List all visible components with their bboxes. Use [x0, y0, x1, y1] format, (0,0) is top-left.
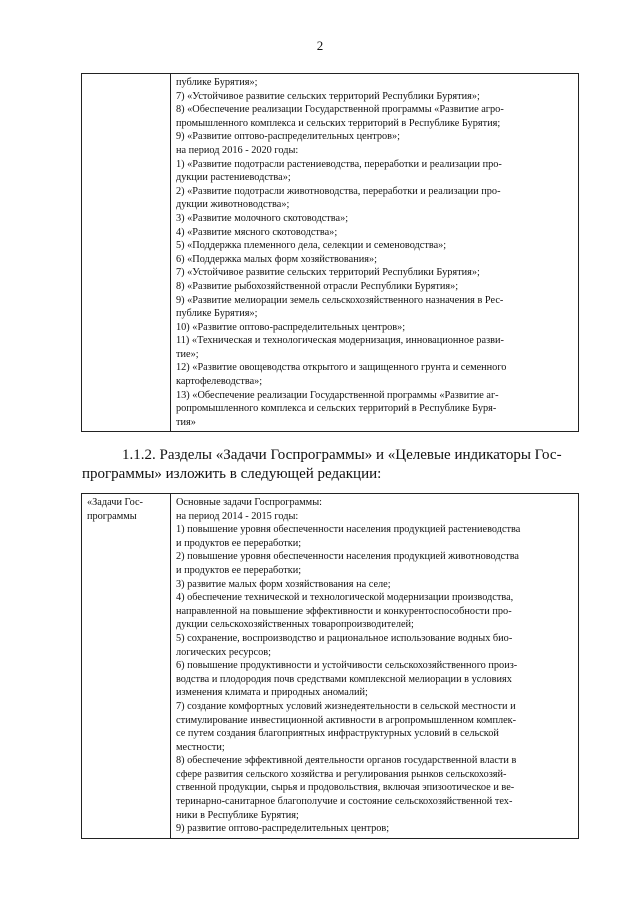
text-line: местности; [176, 741, 225, 753]
tasks-list [176, 496, 573, 836]
text-line: 3) «Развитие молочного скотоводства»; [176, 212, 349, 224]
table-label-cell [82, 494, 171, 839]
text-line: 6) «Поддержка малых форм хозяйствования»; [176, 253, 377, 265]
subprogram-list [176, 76, 573, 429]
text-line: на период 2014 - 2015 годы: [176, 510, 299, 522]
text-line: на период 2016 - 2020 годы: [176, 144, 299, 156]
text-line: стимулирование инвестиционной активности в агропромышленном комплек- [176, 714, 517, 726]
table-row [82, 494, 579, 839]
text-line: дукции растениеводства»; [176, 172, 291, 184]
text-line: ственной продукции, сырья и продовольствия, включая эпизоотическое и ве- [176, 782, 515, 794]
text-line: 10) «Развитие оптово-распределительных центров»; [176, 321, 406, 333]
text-line: 1) «Развитие подотрасли растениеводства, переработки и реализации про- [176, 158, 502, 170]
text-line: водства и плодородия почв средствами комплексной мелиорации в условиях [176, 673, 512, 685]
heading-line: программы» изложить в следующей редакции: [82, 466, 382, 482]
text-line: дукции животноводства»; [176, 199, 290, 211]
text-line: 2) «Развитие подотрасли животноводства, переработки и реализации про- [176, 185, 501, 197]
text-line: 9) «Развитие мелиорации земель сельскохозяйственного назначения в Рес- [176, 294, 504, 306]
label-line: программы [87, 510, 137, 522]
table-content-cell [171, 494, 579, 839]
text-line: и продуктов ее переработки; [176, 537, 302, 549]
text-line: Основные задачи Госпрограммы: [176, 497, 322, 508]
text-line: 8) «Развитие рыбохозяйственной отрасли Республики Бурятия»; [176, 280, 459, 292]
text-line: 2) повышение уровня обеспеченности населения продукцией животноводства [176, 551, 519, 563]
text-line: 9) «Развитие оптово-распределительных центров»; [176, 131, 401, 143]
text-line: изменения климата и природных аномалий; [176, 687, 368, 699]
text-line: публике Бурятия»; [176, 308, 258, 320]
table-label-cell [82, 74, 171, 432]
text-line: ропромышленного комплекса и сельских территорий в Республике Буря- [176, 403, 497, 415]
text-line: сфере развития сельского хозяйства и регулирования рынков сельскохозяй- [176, 768, 507, 780]
text-line: 4) «Развитие мясного скотоводства»; [176, 226, 338, 238]
text-line: 11) «Техническая и технологическая модернизация, инновационное разви- [176, 335, 504, 347]
text-line: тие»; [176, 348, 199, 360]
text-line: 7) «Устойчивое развитие сельских территорий Республики Бурятия»; [176, 267, 480, 279]
text-line: теринарно-санитарное благополучие и состояние сельскохозяйственной тех- [176, 796, 513, 808]
text-line: 3) развитие малых форм хозяйствования на селе; [176, 578, 391, 590]
text-line: 7) создание комфортных условий жизнедеятельности в сельской местности и [176, 700, 516, 712]
program-table-continued [81, 73, 579, 432]
section-heading [82, 446, 580, 484]
text-line: ники в Республике Бурятия; [176, 809, 299, 821]
text-line: тия» [176, 416, 196, 428]
text-line: 5) «Поддержка племенного дела, селекции и семеноводства»; [176, 240, 447, 252]
text-line: се путем создания благоприятных инфраструктурных условий в сельской [176, 728, 499, 740]
text-line: 13) «Обеспечение реализации Государственной программы «Развитие аг- [176, 389, 499, 401]
text-line: промышленного комплекса и сельских территорий в Республике Бурятия; [176, 117, 501, 129]
text-line: 6) повышение продуктивности и устойчивости сельскохозяйственного произ- [176, 660, 518, 672]
text-line: 5) сохранение, воспроизводство и рациональное использование водных био- [176, 632, 513, 644]
table-content-cell [171, 74, 579, 432]
text-line: 7) «Устойчивое развитие сельских территорий Республики Бурятия»; [176, 90, 480, 102]
text-line: 4) обеспечение технической и технологической модернизации производства, [176, 592, 514, 604]
text-line: направленной на повышение эффективности и конкурентоспособности про- [176, 605, 512, 617]
text-line: публике Бурятия»; [176, 77, 258, 88]
text-line: 9) развитие оптово-распределительных центров; [176, 823, 390, 835]
text-line: и продуктов ее переработки; [176, 564, 302, 576]
label-line: «Задачи Гос- [87, 497, 143, 508]
program-tasks-table [81, 493, 579, 839]
text-line: дукции сельскохозяйственных товаропроизводителей; [176, 619, 414, 631]
page-number: 2 [316, 38, 324, 53]
heading-line: 1.1.2. Разделы «Задачи Госпрограммы» и «Целевые индикаторы Гос- [122, 447, 562, 463]
text-line: 8) обеспечение эффективной деятельности органов государственной власти в [176, 755, 517, 767]
text-line: картофелеводства»; [176, 376, 263, 388]
text-line: логических ресурсов; [176, 646, 271, 658]
text-line: 12) «Развитие овощеводства открытого и защищенного грунта и семенного [176, 362, 507, 374]
text-line: 1) повышение уровня обеспеченности населения продукцией растениеводства [176, 524, 521, 536]
table-row [82, 74, 579, 432]
text-line: 8) «Обеспечение реализации Государственной программы «Развитие агро- [176, 104, 504, 116]
